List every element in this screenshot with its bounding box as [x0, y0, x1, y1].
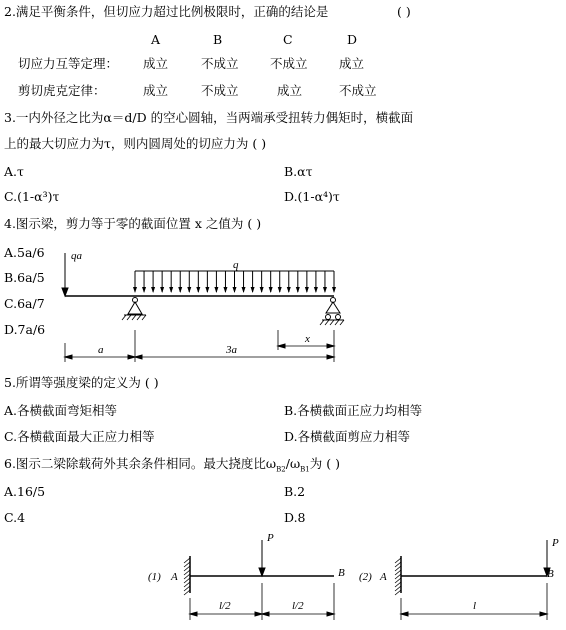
q3-stem-line2: 上的最大切应力为τ，则内圆周处的切应力为 ( ) [4, 136, 267, 151]
fixed-wall-1 [184, 556, 190, 595]
q2-row2-a: 成立 [143, 83, 169, 98]
q4-label-3a: 3a [226, 344, 237, 356]
q2-stem: 2.满足平衡条件，但切应力超过比例极限时，正确的结论是 [4, 4, 329, 19]
q2-row1-a: 成立 [143, 56, 169, 71]
q6-slash: /ω [285, 456, 301, 471]
q6-tail: 为 ( ) [309, 456, 340, 471]
q4-option-c: C.6a/7 [4, 296, 45, 311]
q3-option-a: A.τ [4, 164, 24, 179]
q2-header-c: C [283, 32, 293, 47]
q4-option-d: D.7a/6 [4, 322, 46, 337]
q6-option-a: A.16/5 [4, 484, 46, 499]
q3-option-c: C.(1-α³)τ [4, 189, 60, 204]
q2-header-b: B [213, 32, 223, 47]
q4-label-x: x [305, 333, 310, 345]
q6-fig1-label-b: B [338, 567, 345, 579]
q5-stem: 5.所谓等强度梁的定义为 ( ) [4, 375, 159, 390]
q2-row1-c: 不成立 [270, 56, 308, 71]
q6-sub-b2: B2 [276, 465, 286, 474]
q2-row2-label: 剪切虎克定律： [18, 83, 106, 98]
q6-fig2-label-a: A [380, 571, 387, 583]
q3-option-d: D.(1-α⁴)τ [284, 189, 340, 204]
q4-option-a: A.5a/6 [4, 245, 45, 260]
q6-fig1-label-a: A [171, 571, 178, 583]
q6-stem-text: 6.图示二梁除载荷外其余条件相同。最大挠度比ω [4, 456, 277, 471]
q6-fig2-label-p: P [552, 537, 559, 549]
q6-fig1-dim-left: l/2 [219, 600, 231, 612]
q5-option-d: D.各横截面剪应力相等 [284, 429, 411, 444]
q6-option-d: D.8 [284, 510, 306, 525]
q6-sub-b1: B1 [300, 465, 310, 474]
q6-option-c: C.4 [4, 510, 26, 525]
fixed-wall-2 [395, 556, 401, 595]
q2-answer-paren: ( ) [397, 4, 411, 19]
q2-header-a: A [151, 32, 161, 47]
q4-option-b: B.6a/5 [4, 270, 45, 285]
q6-fig2-dim: l [473, 600, 477, 612]
q2-row2-c: 成立 [277, 83, 303, 98]
q2-row2-d: 不成立 [339, 83, 377, 98]
q6-fig1-label-p: P [267, 532, 274, 544]
q3-option-b: B.ατ [284, 164, 313, 179]
q2-row1-b: 不成立 [201, 56, 239, 71]
q6-fig1-dim-right: l/2 [292, 600, 304, 612]
q2-row1-label: 切应力互等定理： [18, 56, 119, 71]
q2-header-d: D [347, 32, 358, 47]
q4-label-q: q [233, 259, 239, 271]
q3-stem-line1: 3.一内外径之比为α＝d/D 的空心圆轴，当两端承受扭转力偶矩时，横截面 [4, 110, 414, 125]
q5-option-c: C.各横截面最大正应力相等 [4, 429, 155, 444]
q5-option-a: A.各横截面弯矩相等 [4, 403, 118, 418]
q4-label-a: a [98, 344, 104, 356]
q6-option-b: B.2 [284, 484, 306, 499]
q6-fig1-number: (1) [148, 571, 161, 583]
q6-fig2-number: (2) [359, 571, 372, 583]
q4-stem: 4.图示梁，剪力等于零的截面位置 x 之值为 ( ) [4, 216, 262, 231]
q2-row2-b: 不成立 [201, 83, 239, 98]
q4-label-qa: qa [71, 250, 82, 262]
q6-fig2-label-b: B [547, 568, 554, 580]
q2-row1-d: 成立 [339, 56, 365, 71]
q5-option-b: B.各横截面正应力均相等 [284, 403, 423, 418]
